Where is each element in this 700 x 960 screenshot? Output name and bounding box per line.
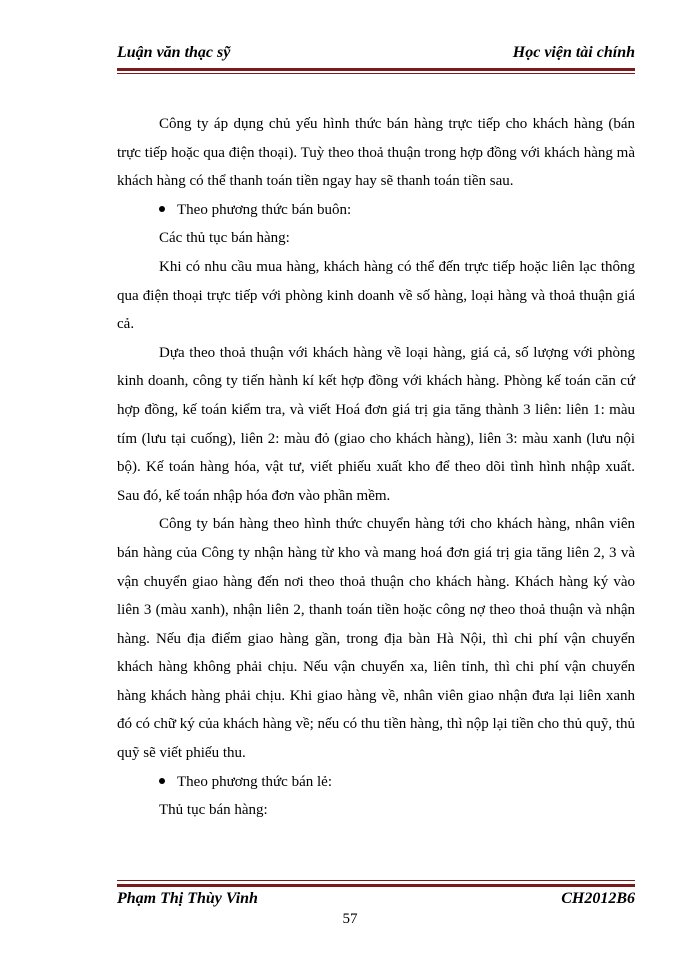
- footer-rule-thick: [117, 884, 635, 887]
- bullet-retail-text: Theo phương thức bán lẻ:: [177, 773, 332, 790]
- bullet-dot-icon: [159, 206, 165, 212]
- header-institution: Học viện tài chính: [512, 44, 635, 61]
- bullet-dot-icon: [159, 778, 165, 784]
- bullet-wholesale-text: Theo phương thức bán buôn:: [177, 201, 352, 218]
- page-footer: [117, 890, 635, 912]
- header-rule-thin: [117, 73, 635, 74]
- page-body: [117, 110, 635, 825]
- header-thesis-type: Luận văn thạc sỹ: [117, 44, 231, 61]
- paragraph-sales-method: Công ty áp dụng chủ yếu hình thức bán hàng trực tiếp cho khách hàng (bán trực tiếp hoặc qua điện thoại). Tuỳ theo thoả thuận trong hợp đồng với khách hàng mà khách hàng có thể thanh toán tiền ngay hay sẽ thanh toán tiền sau.: [117, 116, 635, 190]
- label-wholesale-procedures: Các thủ tục bán hàng:: [159, 230, 290, 247]
- bullet-wholesale: [117, 196, 635, 225]
- footer-author: Phạm Thị Thùy Vinh: [117, 890, 258, 907]
- bullet-retail: [117, 768, 635, 797]
- page-header: [117, 44, 635, 68]
- page-number: 57: [342, 911, 358, 927]
- footer-class-code: CH2012B6: [561, 890, 635, 907]
- label-retail-procedures: Thủ tục bán hàng:: [159, 802, 268, 819]
- header-rule-thick: [117, 68, 635, 71]
- paragraph-contract-invoice: Dựa theo thoả thuận với khách hàng về loại hàng, giá cả, số lượng với phòng kinh doanh, công ty tiến hành kí kết hợp đồng với khách hàng. Phòng kế toán căn cứ hợp đồng, kế toán kiểm tra, và viết Hoá đơn giá trị gia tăng thành 3 liên: liên 1: màu tím (lưu tại cuống), liên 2: màu đỏ (giao cho khách hàng), liên 3: màu xanh (lưu nội bộ). Kế toán hàng hóa, vật tư, viết phiếu xuất kho để theo dõi tình hình nhập xuất. Sau đó, kế toán nhập hóa đơn vào phần mềm.: [117, 344, 635, 504]
- paragraph-delivery: Công ty bán hàng theo hình thức chuyển hàng tới cho khách hàng, nhân viên bán hàng của Công ty nhận hàng từ kho và mang hoá đơn giá trị gia tăng liên 2, 3 và vận chuyển giao hàng đến nơi theo thoả thuận cho khách hàng. Khách hàng ký vào liên 3 (màu xanh), nhận liên 2, thanh toán tiền hoặc công nợ theo thoả thuận và nhận hàng. Nếu địa điểm giao hàng gần, trong địa bàn Hà Nội, thì chi phí vận chuyển khách hàng không phải chịu. Nếu vận chuyển xa, liên tỉnh, thì chi phí vận chuyển hàng khách hàng phải chịu. Khi giao hàng về, nhân viên giao nhận đưa lại liên xanh đó có chữ ký của khách hàng về; nếu có thu tiền hàng, thì nộp lại tiền cho thủ quỹ, thủ quỹ sẽ viết phiếu thu.: [117, 516, 636, 762]
- footer-rule-thin: [117, 880, 635, 881]
- paragraph-purchase-need: Khi có nhu cầu mua hàng, khách hàng có thể đến trực tiếp hoặc liên lạc thông qua điện thoại trực tiếp với phòng kinh doanh về số hàng, loại hàng và thoả thuận giá cả.: [117, 258, 635, 333]
